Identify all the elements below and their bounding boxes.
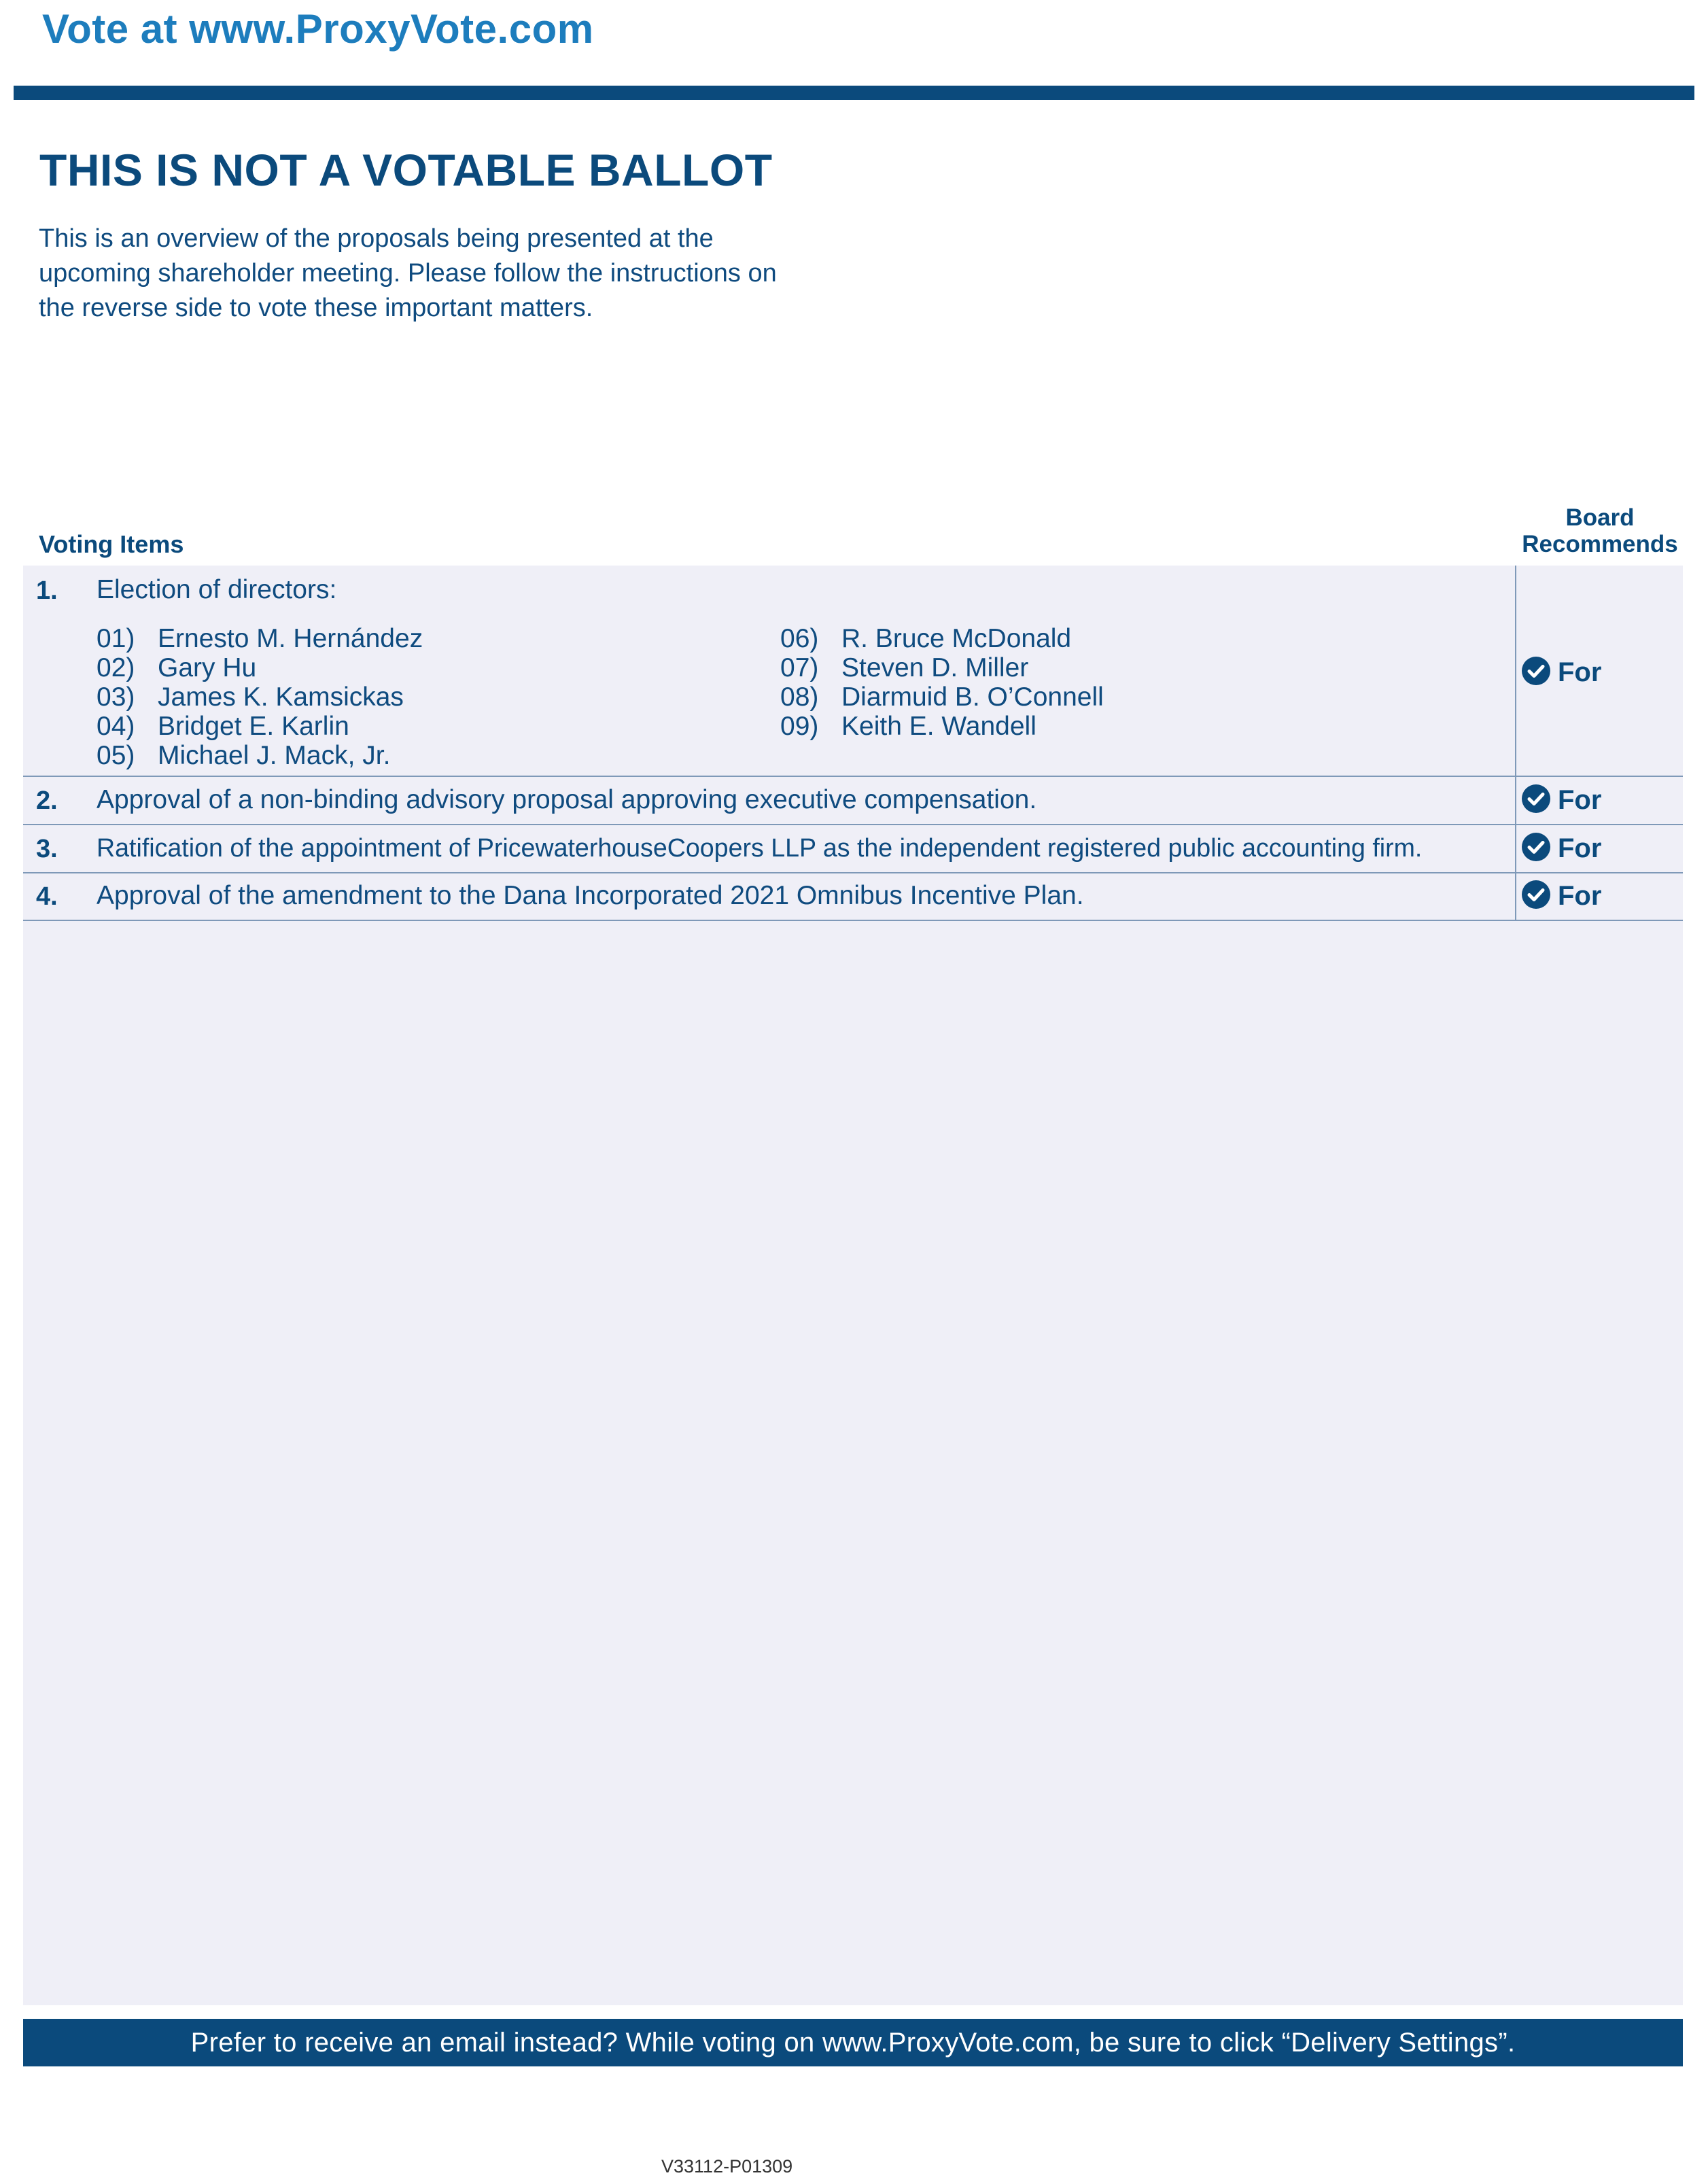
- voting-items-header: Voting Items: [39, 530, 184, 558]
- director-name: Steven D. Miller: [841, 653, 1029, 682]
- item-1-text: Election of directors:: [97, 575, 337, 604]
- director-code: 03): [97, 682, 135, 712]
- check-circle-icon: [1521, 656, 1551, 689]
- director-entry: [780, 653, 1028, 682]
- recommendation-label: For: [1558, 880, 1602, 911]
- header-title: Vote at www.ProxyVote.com: [42, 6, 594, 52]
- footer-banner: [23, 2019, 1683, 2066]
- item-4-recommendation: [1521, 880, 1601, 912]
- item-2-recommendation: [1521, 784, 1601, 816]
- director-entry: [780, 712, 1036, 741]
- director-entry: [97, 682, 404, 712]
- director-code: 08): [780, 682, 819, 712]
- director-entry: [97, 712, 349, 741]
- director-name: James K. Kamsickas: [158, 682, 404, 712]
- row-divider: [23, 872, 1683, 873]
- column-divider: [1515, 566, 1516, 920]
- recommendation-label: For: [1558, 833, 1602, 863]
- check-circle-icon: [1521, 880, 1551, 913]
- page-heading: THIS IS NOT A VOTABLE BALLOT: [39, 145, 773, 195]
- director-code: 01): [97, 624, 135, 653]
- intro-line: the reverse side to vote these important matters.: [39, 294, 593, 322]
- intro-paragraph: [39, 222, 861, 326]
- recommendation-label: For: [1558, 784, 1602, 815]
- board-recommends-header: [1518, 504, 1681, 557]
- check-circle-icon: [1521, 784, 1551, 817]
- director-name: Ernesto M. Hernández: [158, 624, 423, 653]
- director-name: Michael J. Mack, Jr.: [158, 741, 391, 770]
- item-3-recommendation: [1521, 833, 1601, 864]
- row-divider: [23, 776, 1683, 777]
- footer-text: Prefer to receive an email instead? While voting on www.ProxyVote.com, be sure to click “Delivery Settings”.: [190, 2027, 1516, 2058]
- director-name: Keith E. Wandell: [841, 712, 1036, 741]
- director-code: 06): [780, 624, 819, 653]
- item-2-text: Approval of a non-binding advisory proposal approving executive compensation.: [97, 785, 1037, 814]
- director-name: Gary Hu: [158, 653, 257, 682]
- director-entry: [780, 624, 1071, 653]
- director-entry: [97, 624, 423, 653]
- header-rule: [14, 86, 1694, 100]
- intro-line: upcoming shareholder meeting. Please follow the instructions on: [39, 259, 777, 288]
- director-code: 05): [97, 741, 135, 770]
- director-entry: [97, 653, 256, 682]
- voting-items-panel: [23, 566, 1683, 2005]
- director-entry: [97, 741, 390, 770]
- item-1-recommendation: [1521, 657, 1601, 688]
- recommendation-label: For: [1558, 657, 1602, 687]
- director-code: 09): [780, 712, 819, 741]
- director-name: Bridget E. Karlin: [158, 712, 349, 741]
- director-code: 04): [97, 712, 135, 741]
- director-code: 02): [97, 653, 135, 682]
- item-4-text: Approval of the amendment to the Dana Incorporated 2021 Omnibus Incentive Plan.: [97, 881, 1084, 910]
- item-1-number: 1.: [36, 576, 58, 605]
- item-3-number: 3.: [36, 835, 58, 863]
- item-3-text: Ratification of the appointment of PricewaterhouseCoopers LLP as the independent registered public accounting firm.: [97, 833, 1423, 862]
- row-divider: [23, 824, 1683, 825]
- intro-line: This is an overview of the proposals being presented at the: [39, 224, 714, 253]
- item-4-number: 4.: [36, 882, 58, 911]
- director-code: 07): [780, 653, 819, 682]
- director-name: R. Bruce McDonald: [841, 624, 1072, 653]
- board-recommends-line2: Recommends: [1522, 531, 1678, 557]
- director-name: Diarmuid B. O’Connell: [841, 682, 1104, 712]
- row-divider: [23, 920, 1683, 921]
- item-2-number: 2.: [36, 786, 58, 815]
- board-recommends-line1: Board: [1565, 504, 1635, 531]
- check-circle-icon: [1521, 832, 1551, 865]
- director-entry: [780, 682, 1104, 712]
- job-code: V33112-P01309: [661, 2156, 793, 2177]
